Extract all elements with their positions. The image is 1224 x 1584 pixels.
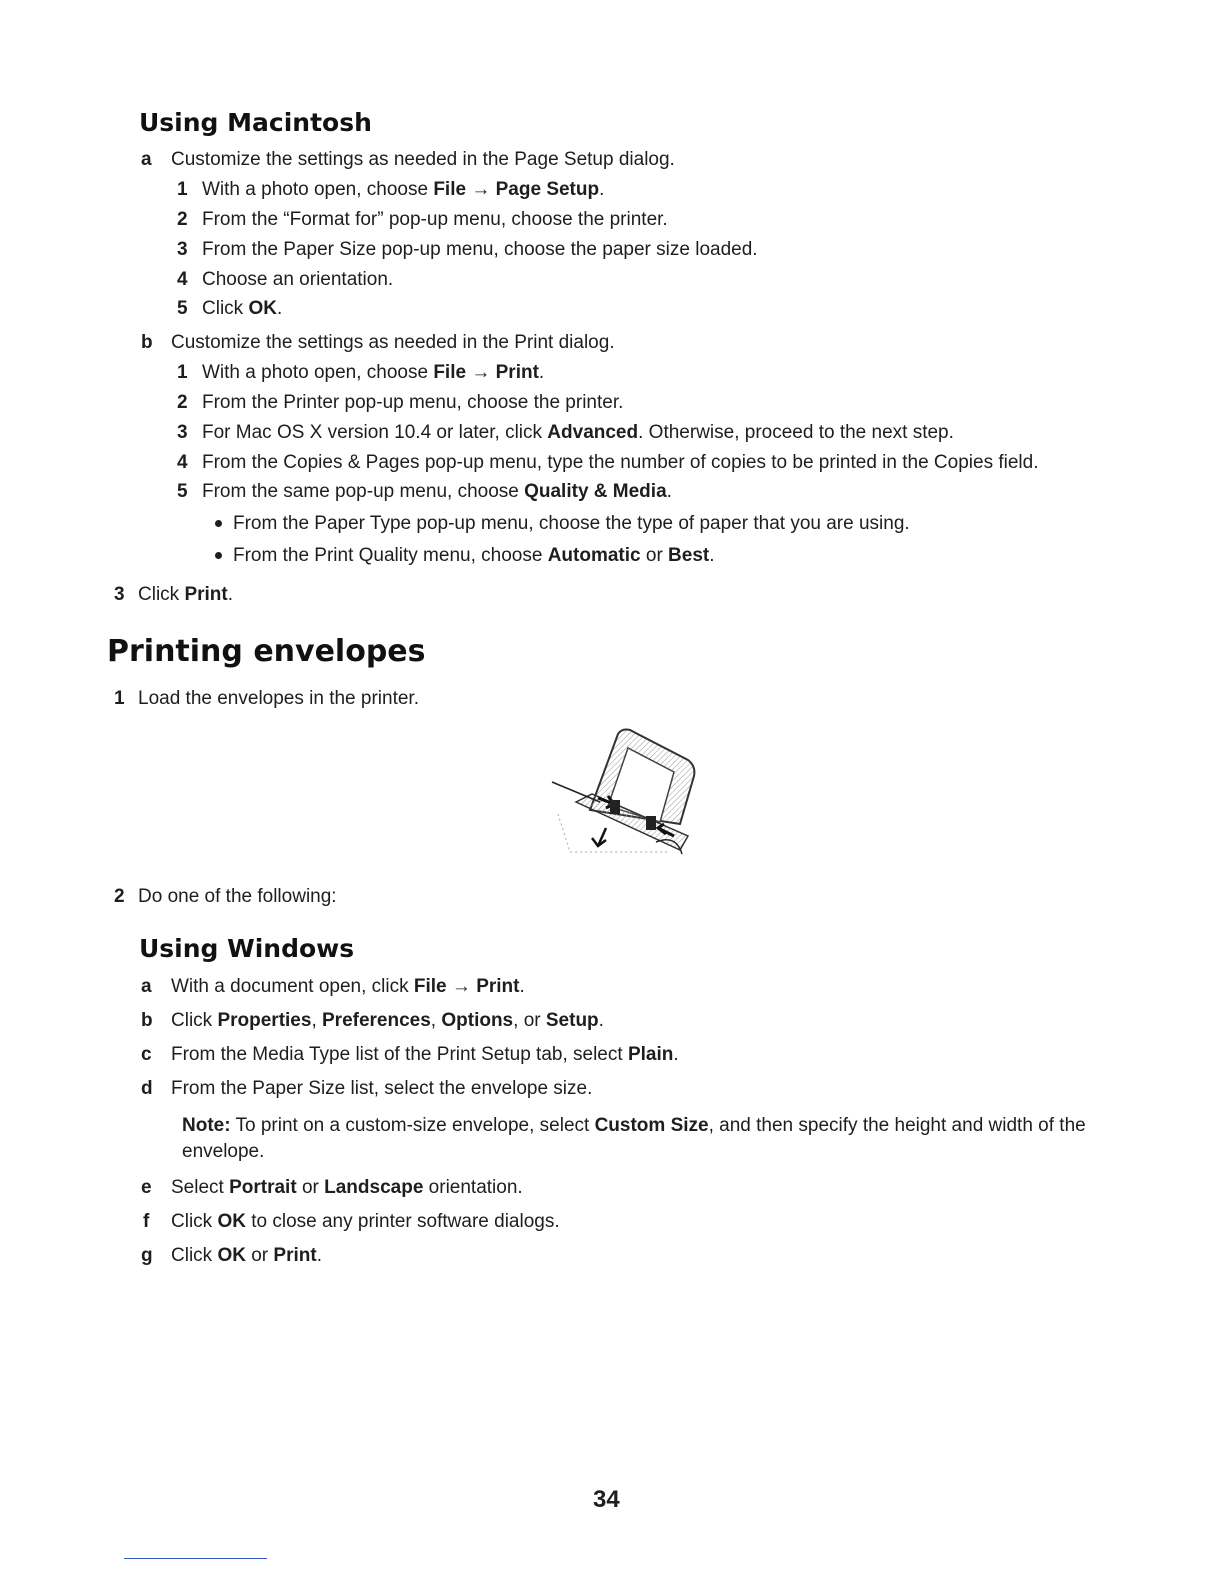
- step-marker: c: [141, 1044, 152, 1065]
- step-text: From the “Format for” pop-up menu, choose the printer.: [202, 209, 668, 230]
- step-number: 4: [177, 269, 188, 290]
- step-text: Click OK.: [202, 298, 283, 319]
- step-text: From the Paper Size list, select the envelope size.: [171, 1078, 593, 1099]
- step-number: 1: [177, 362, 188, 383]
- step-text: Select Portrait or Landscape orientation.: [171, 1177, 523, 1198]
- step-number: 3: [114, 584, 125, 605]
- step-marker: e: [141, 1177, 152, 1198]
- step-marker: f: [143, 1211, 150, 1232]
- step-text: Click Print.: [138, 584, 234, 605]
- step-number: 2: [114, 886, 125, 907]
- step-marker: a: [141, 976, 152, 997]
- printer-envelope-illustration: [548, 724, 700, 860]
- section-heading-windows: Using Windows: [139, 934, 355, 963]
- step-marker: g: [141, 1245, 153, 1266]
- step-number: 5: [177, 481, 188, 502]
- step-marker: a: [141, 149, 152, 170]
- step-number: 1: [114, 688, 125, 709]
- step-text: Choose an orientation.: [202, 269, 394, 290]
- step-text: Do one of the following:: [138, 886, 337, 907]
- step-text: Click Properties, Preferences, Options, or Setup.: [171, 1010, 604, 1031]
- step-number: 5: [177, 298, 188, 319]
- step-text: With a photo open, choose File → Page Setup.: [202, 179, 605, 200]
- step-text: Click OK to close any printer software dialogs.: [171, 1211, 560, 1232]
- step-marker: b: [141, 332, 153, 353]
- section-heading-macintosh: Using Macintosh: [139, 108, 372, 137]
- step-text: With a photo open, choose File → Print.: [202, 362, 545, 383]
- step-number: 4: [177, 452, 188, 473]
- step-number: 2: [177, 209, 188, 230]
- step-text: From the Printer pop-up menu, choose the printer.: [202, 392, 624, 413]
- step-text: Load the envelopes in the printer.: [138, 688, 419, 709]
- footer-rule: [124, 1558, 267, 1559]
- step-number: 3: [177, 239, 188, 260]
- step-text: From the same pop-up menu, choose Quality & Media.: [202, 481, 672, 502]
- step-number: 1: [177, 179, 188, 200]
- page-number: 34: [593, 1486, 620, 1513]
- bullet: [215, 552, 222, 559]
- step-number: 2: [177, 392, 188, 413]
- step-text: From the Paper Size pop-up menu, choose the paper size loaded.: [202, 239, 758, 260]
- step-marker: d: [141, 1078, 153, 1099]
- step-text: From the Media Type list of the Print Setup tab, select Plain.: [171, 1044, 679, 1065]
- step-text: Customize the settings as needed in the Page Setup dialog.: [171, 149, 675, 170]
- step-text: Customize the settings as needed in the Print dialog.: [171, 332, 615, 353]
- step-text: From the Copies & Pages pop-up menu, type the number of copies to be printed in the Copies field.: [202, 452, 1039, 473]
- note: Note: To print on a custom-size envelope, select Custom Size, and then specify the height and width of the envelope.: [182, 1115, 1086, 1162]
- step-text: With a document open, click File → Print.: [171, 976, 525, 997]
- bullet-text: From the Print Quality menu, choose Automatic or Best.: [233, 545, 715, 566]
- step-number: 3: [177, 422, 188, 443]
- section-heading-envelopes: Printing envelopes: [107, 634, 426, 669]
- bullet-text: From the Paper Type pop-up menu, choose the type of paper that you are using.: [233, 513, 910, 534]
- step-text: For Mac OS X version 10.4 or later, click Advanced. Otherwise, proceed to the next step.: [202, 422, 954, 443]
- step-text: Click OK or Print.: [171, 1245, 322, 1266]
- step-marker: b: [141, 1010, 153, 1031]
- bullet: [215, 520, 222, 527]
